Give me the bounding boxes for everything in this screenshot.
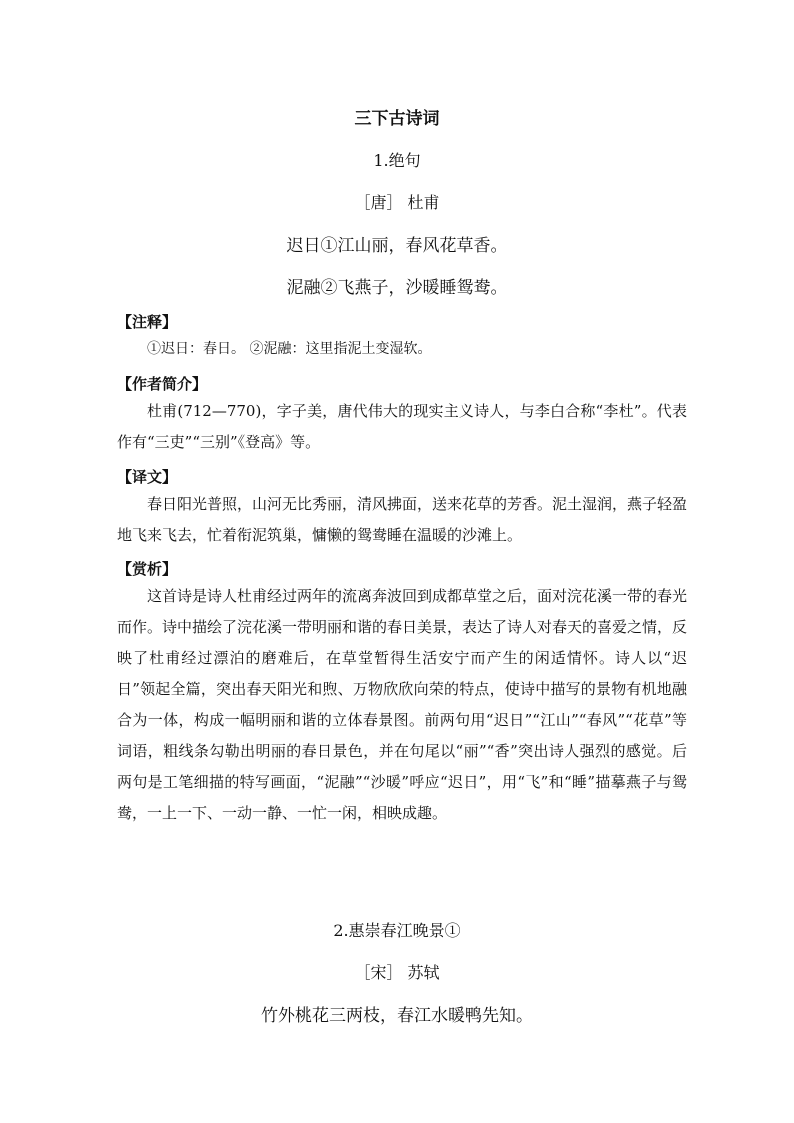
notes-label: 【注释】 (117, 313, 178, 331)
bio-section (117, 372, 687, 458)
bio-text: 杜甫(712—770)，字子美，唐代伟大的现实主义诗人，与李白合称“李杜”。代表作有“三吏”“三别”《登高》等。 (117, 402, 687, 451)
document-title: 三下古诗词 (354, 109, 440, 129)
analysis-section (117, 557, 687, 829)
poem1-line-1: 迟日①江山丽，春风花草香。 (286, 236, 508, 256)
notes-text: ①迟日：春日。 ②泥融：这里指泥土变湿软。 (147, 341, 432, 357)
translation-text: 春日阳光普照，山河无比秀丽，清风拂面，送来花草的芳香。泥土湿润，燕子轻盈地飞来飞去，忙着衔泥筑巢，慵懒的鸳鸯睡在温暖的沙滩上。 (117, 495, 688, 544)
poem1-author: ［唐］ 杜甫 (354, 193, 440, 212)
translation-section (117, 465, 687, 551)
poem2-title: 2.惠崇春江晚景① (333, 921, 461, 940)
analysis-text: 这首诗是诗人杜甫经过两年的流离奔波回到成都草堂之后，面对浣花溪一带的春光而作。诗中描绘了浣花溪一带明丽和谐的春日美景，表达了诗人对春天的喜爱之情，反映了杜甫经过漂泊的磨难后，在草堂暂得生活安宁而产生的闲适情怀。诗人以“迟日”领起全篇，突出春天阳光和煦、万物欣欣向荣的特点，使诗中描写的景物有机地融合为一体，构成一幅明丽和谐的立体春景图。前两句用“迟日”“江山”“春风”“花草”等词语，粗线条勾勒出明丽的春日景色，并在句尾以“丽”“香”突出诗人强烈的感觉。后两句是工笔细描的特写画面，“泥融”“沙暖”呼应“迟日”，用“飞”和“睡”描摹燕子与鸳鸯，一上一下、一动一静、一忙一闲，相映成趣。 (117, 587, 688, 822)
translation-label: 【译文】 (117, 468, 178, 486)
analysis-label: 【赏析】 (117, 560, 178, 578)
poem1-line-2: 泥融②飞燕子，沙暖睡鸳鸯。 (286, 278, 508, 298)
notes-section (117, 310, 687, 365)
poem1-title: 1.绝句 (373, 151, 421, 170)
poem2-author: ［宋］ 苏轼 (354, 963, 440, 982)
poem2-line-1: 竹外桃花三两枝，春江水暖鸭先知。 (261, 1006, 533, 1026)
bio-label: 【作者简介】 (117, 375, 208, 393)
